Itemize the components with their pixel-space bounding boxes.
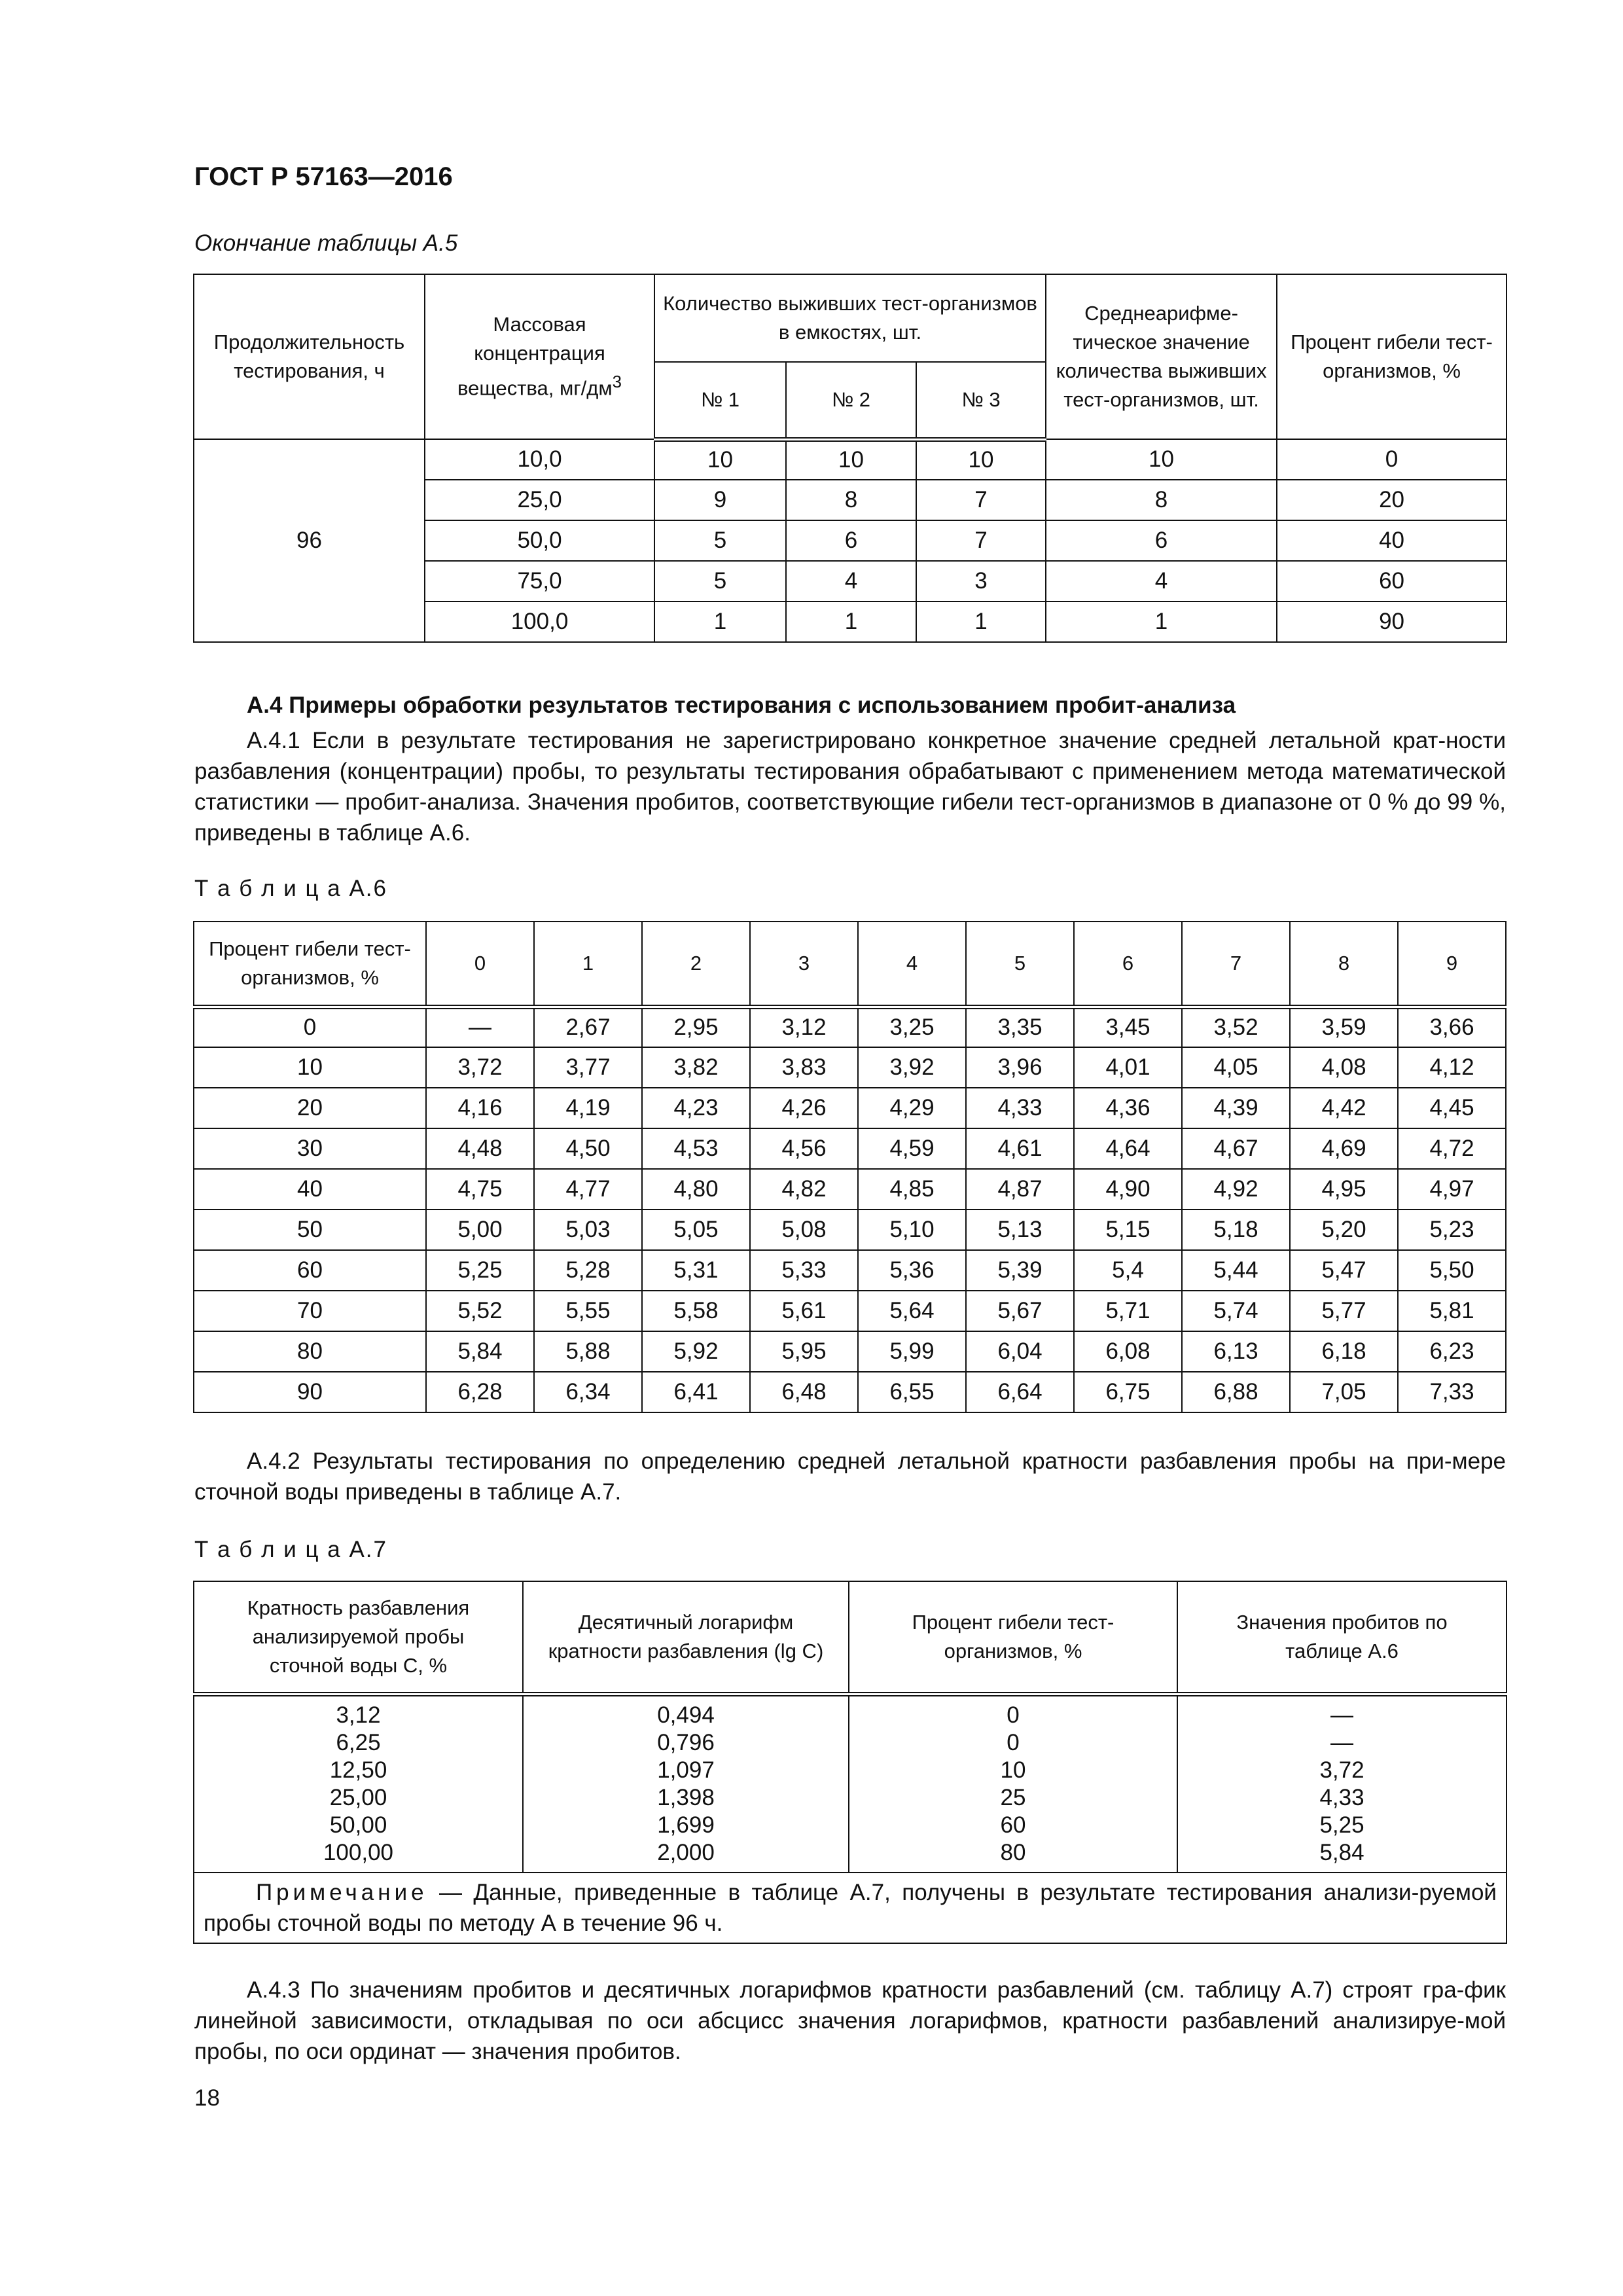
table-cell: 3,83 [750,1047,858,1088]
table-cell: 5,84 [426,1331,534,1372]
table-cell: 4,77 [534,1169,642,1210]
paragraph-a43: А.4.3 По значениям пробитов и десятичных логарифмов кратности разбавлений (см. таблицу А.7) строят гра-фик линейной зависимости, откладывая по оси абсцисс значения логарифмов, кратности разбавлений анализируе-мой пробы, по оси ординат — значения пробитов. [194,1977,1506,2064]
paragraph-a42: А.4.2 Результаты тестирования по определению средней летальной кратности разбавления пробы на при-мере сточной воды приведены в таблице А.7. [194,1448,1506,1505]
table-cell: 4,26 [750,1088,858,1128]
table-cell: 6,18 [1290,1331,1398,1372]
table-cell: 5,88 [534,1331,642,1372]
table-cell: 6,28 [426,1372,534,1412]
table-cell: 5,64 [858,1291,966,1331]
table-cell: 8 [1046,480,1277,520]
table-cell: 4,53 [642,1128,750,1169]
table-cell: 6,25 [194,1729,523,1757]
table-cell: 4,75 [426,1169,534,1210]
table-cell: 5,4 [1074,1250,1182,1291]
header-duration: Продолжительность тестирования, ч [194,274,425,439]
table-cell: 100,0 [425,601,654,642]
column-header: 3 [750,922,858,1007]
table-row [194,1812,1507,1839]
table-cell: 4,16 [426,1088,534,1128]
table-row [194,1007,1506,1047]
table-cell: 4,33 [1177,1784,1507,1812]
table-cell: 3,45 [1074,1007,1182,1047]
table-cell: 4,59 [858,1128,966,1169]
table-cell: 4,95 [1290,1169,1398,1210]
table-cell: 7 [916,520,1046,561]
table-cell: 5,58 [642,1291,750,1331]
table-cell: 5,25 [426,1250,534,1291]
table-cell: 0 [849,1729,1177,1757]
table-cell: 7 [916,480,1046,520]
table-cell: 5,28 [534,1250,642,1291]
table-cell: 5,36 [858,1250,966,1291]
table-cell: — [1177,1729,1507,1757]
table-cell: 25 [849,1784,1177,1812]
table-note: Примечание — Данные, приведенные в таблице А.7, получены в результате тестирования анализи-руемой пробы сточной воды по методу А в течение 96 ч. [194,1873,1507,1943]
column-header: 4 [858,922,966,1007]
table-cell: 6 [1046,520,1277,561]
table-cell: 1,699 [523,1812,849,1839]
table-cell: 1 [916,601,1046,642]
table-cell: 5,92 [642,1331,750,1372]
table-cell: 0 [849,1694,1177,1729]
table-cell: 3,66 [1398,1007,1506,1047]
table-cell: 4,64 [1074,1128,1182,1169]
table-cell: 5,84 [1177,1839,1507,1873]
row-label: 90 [194,1372,426,1412]
table-cell: 3,96 [966,1047,1074,1088]
row-label: 0 [194,1007,426,1047]
table-cell: 5,25 [1177,1812,1507,1839]
table-cell: 10 [654,439,786,480]
table-cell: 5,61 [750,1291,858,1331]
table-a6 [193,921,1507,1413]
table-cell: — [426,1007,534,1047]
table-cell: 3,72 [1177,1757,1507,1784]
table-cell: 4,39 [1182,1088,1290,1128]
table-cell: 5,08 [750,1210,858,1250]
header-corner: Процент гибели тест-организмов, % [194,922,426,1007]
row-label: 30 [194,1128,426,1169]
table-cell: 4,01 [1074,1047,1182,1088]
duration-cell: 96 [194,439,425,642]
table-cell: 0 [1277,439,1507,480]
table-cell: 1 [654,601,786,642]
table-cell: 4,80 [642,1169,750,1210]
column-header: Значения пробитов по таблице А.6 [1177,1581,1507,1694]
table-a7 [193,1581,1507,1944]
table-cell: 1,097 [523,1757,849,1784]
column-header: 9 [1398,922,1506,1007]
table-cell: 3,72 [426,1047,534,1088]
table-cell: 60 [1277,561,1507,601]
table-cell: 4,33 [966,1088,1074,1128]
table-cell: 25,0 [425,480,654,520]
document-title: ГОСТ Р 57163—2016 [194,162,453,191]
table-row [194,1088,1506,1128]
table-cell: 1 [786,601,916,642]
table-cell: 4,72 [1398,1128,1506,1169]
table-cell: 6,48 [750,1372,858,1412]
table-cell: 5,52 [426,1291,534,1331]
table-row [194,1169,1506,1210]
table-cell: 12,50 [194,1757,523,1784]
page-number: 18 [194,2085,220,2111]
table-cell: 4,45 [1398,1088,1506,1128]
header-mortality: Процент гибели тест-организмов, % [1277,274,1507,439]
table-cell: 4,87 [966,1169,1074,1210]
table-cell: 5,18 [1182,1210,1290,1250]
column-header: 2 [642,922,750,1007]
table-cell: 5,74 [1182,1291,1290,1331]
table-cell: 3,25 [858,1007,966,1047]
table-cell: 10,0 [425,439,654,480]
table-cell: 10 [786,439,916,480]
table-cell: 3,82 [642,1047,750,1088]
header-vessel-2: № 2 [786,362,916,439]
table-cell: 4 [786,561,916,601]
column-header: 8 [1290,922,1398,1007]
table-cell: 5,47 [1290,1250,1398,1291]
table-a6-caption: Т а б л и ц а А.6 [194,876,387,901]
table-cell: 10 [849,1757,1177,1784]
table-cell: 4,69 [1290,1128,1398,1169]
table-row [194,1250,1506,1291]
table-cell: 5 [654,561,786,601]
table-cell: 5,44 [1182,1250,1290,1291]
table-cell: 10 [916,439,1046,480]
table-cell: 6,23 [1398,1331,1506,1372]
table-cell: 3,12 [750,1007,858,1047]
header-survivors: Количество выживших тест-организмов в емкостях, шт. [654,274,1046,362]
table-row [194,439,1507,480]
table-cell: 3,92 [858,1047,966,1088]
table-cell: 5,81 [1398,1291,1506,1331]
table-cell: 50,0 [425,520,654,561]
table-cell: 5,99 [858,1331,966,1372]
table-cell: 5,55 [534,1291,642,1331]
row-label: 70 [194,1291,426,1331]
table-cell: 4,50 [534,1128,642,1169]
table-cell: 25,00 [194,1784,523,1812]
row-label: 40 [194,1169,426,1210]
table-cell: 5,71 [1074,1291,1182,1331]
table-row [194,1757,1507,1784]
table-cell: 2,000 [523,1839,849,1873]
table-cell: 0,494 [523,1694,849,1729]
table-cell: 6,08 [1074,1331,1182,1372]
table-cell: 4,48 [426,1128,534,1169]
table-cell: 4,56 [750,1128,858,1169]
header-vessel-3: № 3 [916,362,1046,439]
table-cell: 6,34 [534,1372,642,1412]
table-cell: 3,59 [1290,1007,1398,1047]
table-cell: 5 [654,520,786,561]
table-cell: 5,20 [1290,1210,1398,1250]
table-cell: 4,19 [534,1088,642,1128]
table-cell: 5,67 [966,1291,1074,1331]
column-header: Процент гибели тест-организмов, % [849,1581,1177,1694]
table-cell: 5,23 [1398,1210,1506,1250]
section-heading: А.4 Примеры обработки результатов тестирования с использованием пробит-анализа [247,692,1236,718]
table-cell: 3 [916,561,1046,601]
row-label: 50 [194,1210,426,1250]
table-cell: 7,33 [1398,1372,1506,1412]
table-cell: 4 [1046,561,1277,601]
table-cell: 90 [1277,601,1507,642]
paragraph-a41: А.4.1 Если в результате тестирования не зарегистрировано конкретное значение средней летальной крат-ности разбавления (концентрации) пробы, то результаты тестирования обрабатывают с применением метода математической статистики — пробит-анализа. Значения пробитов, соответствующие гибели тест-организмов в диапазоне от 0 % до 99 %, приведены в таблице А.6. [194,728,1506,846]
header-vessel-1: № 1 [654,362,786,439]
row-label: 20 [194,1088,426,1128]
table-cell: 5,05 [642,1210,750,1250]
table-cell: 5,03 [534,1210,642,1250]
column-header: Десятичный логарифм кратности разбавления (lg C) [523,1581,849,1694]
table-cell: 4,92 [1182,1169,1290,1210]
table-cell: 3,35 [966,1007,1074,1047]
table-cell: 4,12 [1398,1047,1506,1088]
table-row [194,1331,1506,1372]
table-row [194,1784,1507,1812]
header-concentration: Массовая концентрация вещества, $мг/дм^3$ [425,274,654,439]
table-a7-caption: Т а б л и ц а А.7 [194,1537,387,1562]
table-cell: 8 [786,480,916,520]
table-cell: 3,52 [1182,1007,1290,1047]
table-cell: 2,67 [534,1007,642,1047]
table-cell: 80 [849,1839,1177,1873]
table-cell: 4,85 [858,1169,966,1210]
table-cell: 75,0 [425,561,654,601]
table-cell: 6,41 [642,1372,750,1412]
table-cell: 100,00 [194,1839,523,1873]
table-cell: 6,13 [1182,1331,1290,1372]
table-row [194,1291,1506,1331]
table-cell: 5,00 [426,1210,534,1250]
table-row [194,1729,1507,1757]
table-cell: 5,95 [750,1331,858,1372]
table-row [194,1047,1506,1088]
table-cell: 6,64 [966,1372,1074,1412]
table-continuation-caption: Окончание таблицы А.5 [194,230,458,256]
table-cell: 6,88 [1182,1372,1290,1412]
table-cell: 0,796 [523,1729,849,1757]
table-cell: 5,77 [1290,1291,1398,1331]
column-header: 1 [534,922,642,1007]
row-label: 10 [194,1047,426,1088]
table-cell: 5,39 [966,1250,1074,1291]
table-cell: 4,90 [1074,1169,1182,1210]
table-cell: 1,398 [523,1784,849,1812]
table-cell: 4,08 [1290,1047,1398,1088]
table-a5 [193,274,1507,643]
table-row [194,1372,1506,1412]
table-cell: 5,13 [966,1210,1074,1250]
table-cell: 7,05 [1290,1372,1398,1412]
table-cell: 4,82 [750,1169,858,1210]
column-header: 5 [966,922,1074,1007]
table-cell: 20 [1277,480,1507,520]
table-row [194,1694,1507,1729]
table-cell: 3,77 [534,1047,642,1088]
table-cell: 10 [1046,439,1277,480]
row-label: 80 [194,1331,426,1372]
table-row [194,1128,1506,1169]
column-header: 0 [426,922,534,1007]
table-cell: 5,10 [858,1210,966,1250]
table-cell: 60 [849,1812,1177,1839]
table-cell: 2,95 [642,1007,750,1047]
table-row [194,1839,1507,1873]
table-cell: 1 [1046,601,1277,642]
table-row [194,1210,1506,1250]
table-cell: 50,00 [194,1812,523,1839]
column-header: 6 [1074,922,1182,1007]
table-cell: 4,42 [1290,1088,1398,1128]
table-cell: 4,61 [966,1128,1074,1169]
table-cell: 4,05 [1182,1047,1290,1088]
table-cell: 6,75 [1074,1372,1182,1412]
table-cell: 5,50 [1398,1250,1506,1291]
table-cell: 6,04 [966,1331,1074,1372]
header-mean: Среднеарифме-тическое значение количества выживших тест-организмов, шт. [1046,274,1277,439]
table-cell: 4,23 [642,1088,750,1128]
table-cell: — [1177,1694,1507,1729]
table-cell: 6 [786,520,916,561]
table-cell: 4,67 [1182,1128,1290,1169]
table-cell: 3,12 [194,1694,523,1729]
table-cell: 5,15 [1074,1210,1182,1250]
table-cell: 9 [654,480,786,520]
table-cell: 40 [1277,520,1507,561]
column-header: 7 [1182,922,1290,1007]
table-cell: 4,36 [1074,1088,1182,1128]
table-cell: 5,33 [750,1250,858,1291]
table-cell: 6,55 [858,1372,966,1412]
row-label: 60 [194,1250,426,1291]
table-cell: 4,29 [858,1088,966,1128]
column-header: Кратность разбавления анализируемой пробы сточной воды С, % [194,1581,523,1694]
table-cell: 5,31 [642,1250,750,1291]
table-cell: 4,97 [1398,1169,1506,1210]
